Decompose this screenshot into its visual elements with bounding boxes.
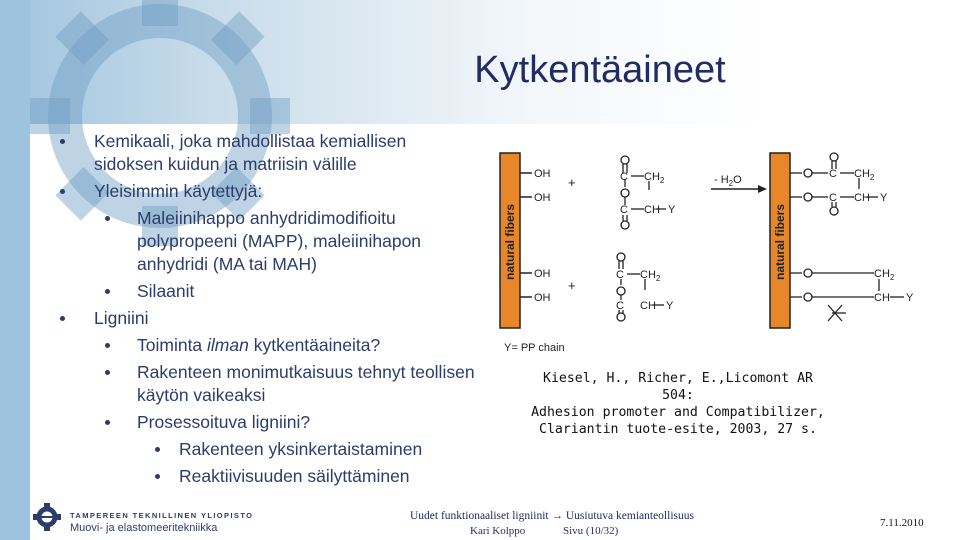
list-item bbox=[58, 130, 478, 176]
water-loss-label bbox=[714, 174, 742, 188]
list-item-emphasis: ilman bbox=[207, 335, 249, 355]
page-title: Kytkentäaineet bbox=[474, 49, 726, 91]
bullet-icon bbox=[105, 216, 110, 221]
ch2-text: CH bbox=[854, 168, 870, 180]
ch2-label bbox=[644, 171, 665, 185]
list-item bbox=[58, 438, 478, 461]
oh-label: OH bbox=[534, 268, 551, 280]
list-item-text: Prosessoituva ligniini? bbox=[137, 412, 311, 432]
reference-line: Kiesel, H., Richer, E.,Licomont AR 504: bbox=[543, 371, 813, 403]
bullet-icon bbox=[60, 316, 65, 321]
ch2-text: CH bbox=[640, 269, 656, 281]
department-name: Muovi- ja elastomeeritekniikka bbox=[70, 522, 218, 534]
bullet-icon bbox=[155, 447, 160, 452]
oh-label: OH bbox=[534, 168, 551, 180]
reference-line: Adhesion promoter and Compatibilizer, bbox=[531, 405, 825, 420]
reference-citation bbox=[528, 370, 828, 438]
plus-sign: + bbox=[568, 175, 576, 190]
footer-title-left: Uudet funktionaaliset ligniinit bbox=[410, 510, 552, 522]
list-item bbox=[58, 280, 478, 303]
bullet-icon bbox=[105, 343, 110, 348]
footer-title-right: Uusiutuva kemianteollisuus bbox=[563, 510, 694, 522]
bullet-icon bbox=[105, 420, 110, 425]
y-label: Y bbox=[668, 204, 676, 216]
subscript: 2 bbox=[889, 273, 895, 282]
carbon-label: C bbox=[620, 204, 628, 216]
bullet-icon bbox=[155, 474, 160, 479]
water-loss-text: - H bbox=[714, 174, 729, 186]
oh-label: OH bbox=[534, 292, 551, 304]
ch2-label bbox=[874, 268, 895, 282]
list-item-text: Reaktiivisuuden säilyttäminen bbox=[179, 466, 410, 486]
water-o: O bbox=[733, 174, 742, 186]
list-item-text: Toiminta bbox=[137, 335, 208, 355]
reference-line: Clariantin tuote-esite, 2003, 27 s. bbox=[539, 422, 817, 437]
carbon-label: C bbox=[616, 269, 624, 281]
tut-logo-icon bbox=[30, 502, 64, 532]
list-item bbox=[58, 307, 478, 330]
legend-text: Y= PP chain bbox=[504, 342, 565, 354]
ch2-label bbox=[854, 168, 875, 182]
ch2-text: CH bbox=[644, 171, 660, 183]
ch2-text: CH bbox=[874, 268, 890, 280]
fiber-label-left: natural fibers bbox=[503, 203, 517, 280]
plus-sign: + bbox=[568, 278, 576, 293]
university-name: TAMPEREEN TEKNILLINEN YLIOPISTO bbox=[70, 511, 254, 520]
list-item bbox=[58, 411, 478, 434]
list-item-text: Maleiinihappo anhydridimodifioitu polypropeeni (MAPP), maleiinihapon anhydridi (MA tai MAH) bbox=[137, 208, 422, 274]
carbon-label: C bbox=[620, 171, 628, 183]
list-item-text: Silaanit bbox=[137, 281, 195, 301]
footer-date: 7.11.2010 bbox=[880, 517, 924, 529]
carbon-label: C bbox=[829, 192, 837, 204]
list-item-text: Yleisimmin käytettyjä: bbox=[94, 181, 263, 201]
subscript: 2 bbox=[869, 173, 875, 182]
y-label: Y bbox=[666, 300, 674, 312]
bullet-icon bbox=[105, 370, 110, 375]
list-item-text: kytkentäaineita? bbox=[248, 335, 381, 355]
carbon-label: C bbox=[616, 300, 624, 312]
y-label: Y bbox=[906, 292, 914, 304]
carbon-label: C bbox=[829, 168, 837, 180]
list-item bbox=[58, 334, 478, 357]
list-item bbox=[58, 180, 478, 203]
footer-author: Kari Kolppo bbox=[470, 525, 526, 537]
list-item-text: Kemikaali, joka mahdollistaa kemiallisen sidoksen kuidun ja matriisin välille bbox=[94, 131, 407, 174]
list-item-text: Ligniini bbox=[94, 308, 149, 328]
subscript: 2 bbox=[728, 179, 734, 188]
coupling-reaction-diagram bbox=[486, 145, 933, 363]
bullet-icon bbox=[60, 189, 65, 194]
fiber-label-right: natural fibers bbox=[773, 203, 787, 280]
y-label: Y bbox=[880, 192, 888, 204]
footer-page-number: Sivu (10/32) bbox=[563, 525, 619, 537]
ch-label: CH bbox=[874, 292, 890, 304]
list-item-text: Rakenteen yksinkertaistaminen bbox=[179, 439, 423, 459]
ch-label: CH bbox=[644, 204, 660, 216]
bullet-icon bbox=[105, 289, 110, 294]
list-item-text: Rakenteen monimutkaisuus tehnyt teollisen käytön vaikeaksi bbox=[137, 362, 475, 405]
oh-label: OH bbox=[534, 192, 551, 204]
list-item bbox=[58, 465, 478, 488]
arrow-right-icon: → bbox=[551, 510, 563, 522]
list-item bbox=[58, 207, 478, 276]
ch-label: CH bbox=[854, 192, 870, 204]
bullet-list bbox=[58, 130, 478, 492]
ch-label: CH bbox=[640, 300, 656, 312]
subscript: 2 bbox=[655, 274, 661, 283]
list-item bbox=[58, 361, 478, 407]
ch2-label bbox=[640, 269, 661, 283]
footer-presentation-title bbox=[410, 510, 694, 522]
bullet-icon bbox=[60, 139, 65, 144]
subscript: 2 bbox=[659, 176, 665, 185]
